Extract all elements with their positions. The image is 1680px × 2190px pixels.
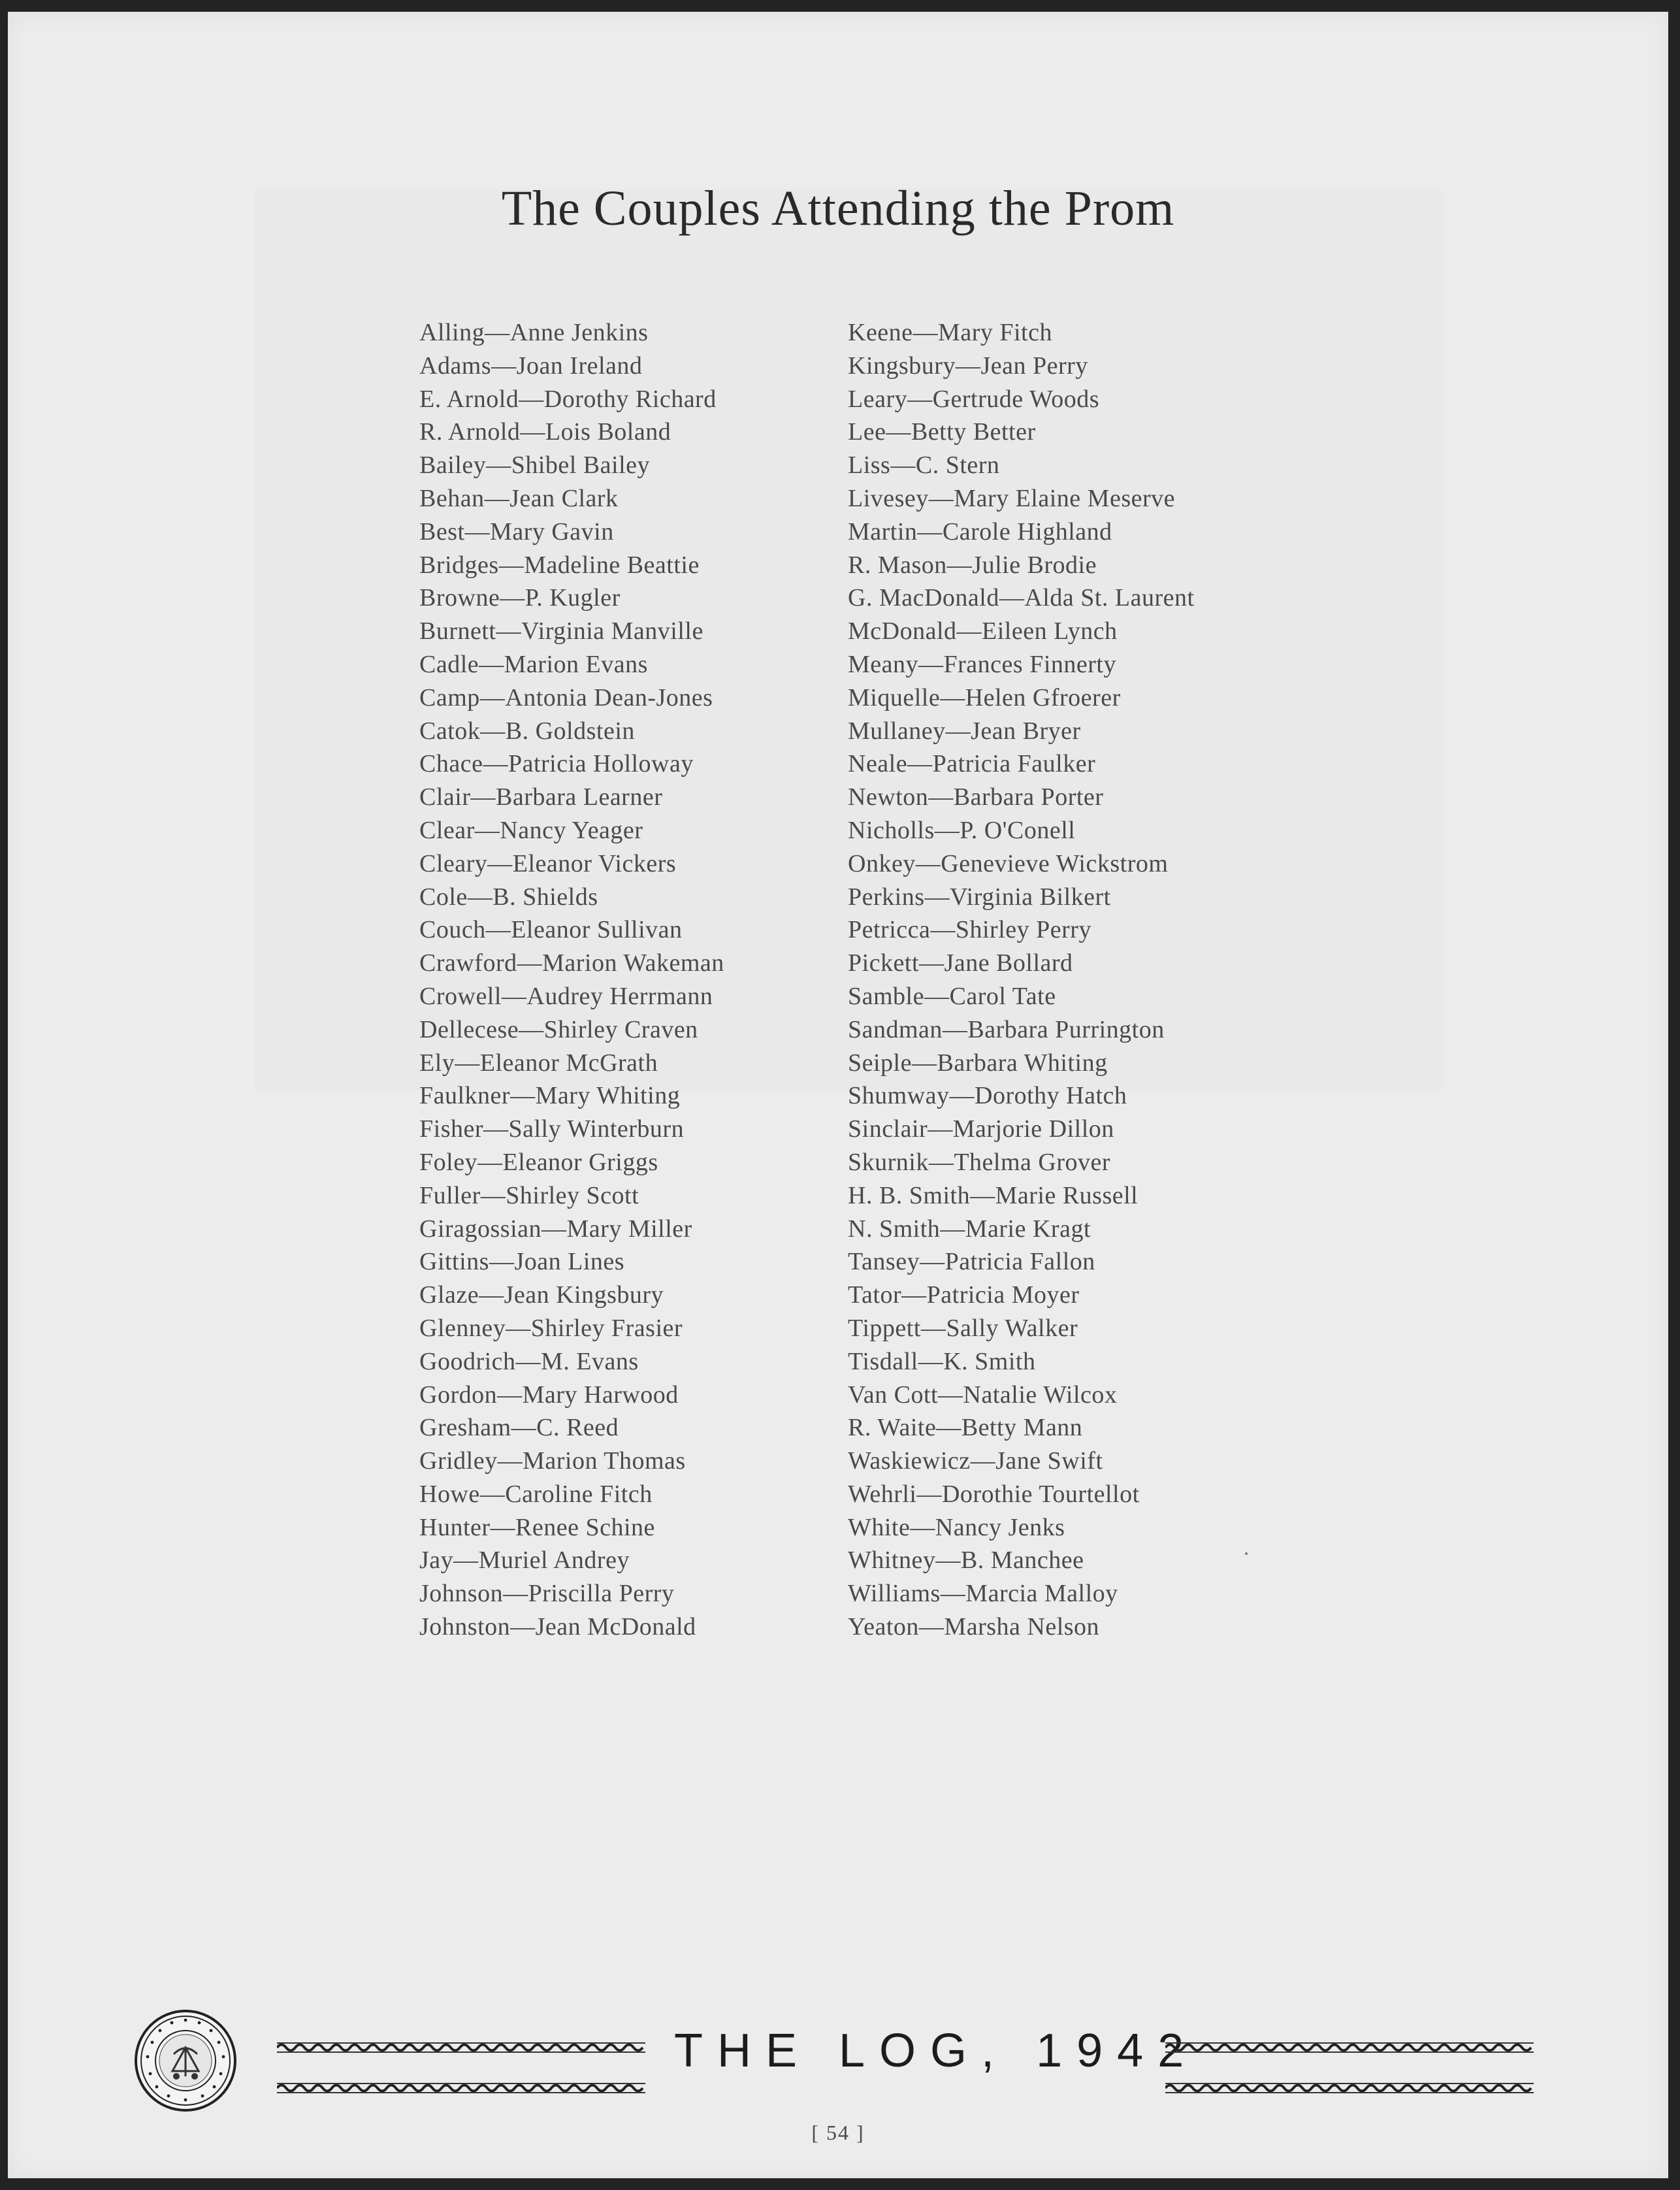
couple-entry: Gordon—Mary Harwood <box>419 1381 679 1409</box>
couple-entry: H. B. Smith—Marie Russell <box>848 1181 1139 1209</box>
couple-entry: Howe—Caroline Fitch <box>419 1480 653 1508</box>
couple-entry: Alling—Anne Jenkins <box>419 319 649 346</box>
couple-entry: N. Smith—Marie Kragt <box>848 1215 1091 1243</box>
couple-entry: Crowell—Audrey Herrmann <box>419 982 713 1010</box>
couple-entry: Fuller—Shirley Scott <box>419 1181 639 1209</box>
couple-entry: Williams—Marcia Malloy <box>848 1580 1118 1608</box>
couple-entry: Gridley—Marion Thomas <box>419 1447 686 1475</box>
couple-entry: Sinclair—Marjorie Dillon <box>848 1115 1114 1143</box>
couple-entry: Couch—Eleanor Sullivan <box>419 916 683 944</box>
couple-entry: R. Mason—Julie Brodie <box>848 551 1097 579</box>
couple-entry: Liss—C. Stern <box>848 451 1000 480</box>
couple-entry: Tansey—Patricia Fallon <box>848 1248 1095 1276</box>
couples-list-left <box>419 316 724 1644</box>
couple-entry: Pickett—Jane Bollard <box>848 949 1073 977</box>
couple-entry: Johnson—Priscilla Perry <box>419 1580 675 1608</box>
couple-entry: Lee—Betty Better <box>848 418 1036 446</box>
couple-entry: Bridges—Madeline Beattie <box>419 551 700 579</box>
couple-entry: Martin—Carole Highland <box>848 517 1112 546</box>
couple-entry: Livesey—Mary Elaine Meserve <box>848 484 1175 512</box>
couple-entry: White—Nancy Jenks <box>848 1513 1065 1541</box>
couple-entry: Neale—Patricia Faulker <box>848 750 1096 778</box>
couple-entry: Faulkner—Mary Whiting <box>419 1082 681 1110</box>
yearbook-page <box>8 12 1668 2178</box>
page-number: [ 54 ] <box>811 2121 865 2144</box>
couple-entry: Behan—Jean Clark <box>419 484 619 512</box>
couple-entry: Nicholls—P. O'Conell <box>848 816 1076 844</box>
academy-seal-icon <box>133 2008 238 2113</box>
couple-entry: Petricca—Shirley Perry <box>848 916 1091 944</box>
couple-entry: Glaze—Jean Kingsbury <box>419 1281 664 1309</box>
couples-list-right <box>848 316 1195 1644</box>
couple-entry: Waskiewicz—Jane Swift <box>848 1447 1103 1475</box>
couple-entry: Meany—Frances Finnerty <box>848 650 1116 678</box>
couple-entry: Perkins—Virginia Bilkert <box>848 883 1111 911</box>
couple-entry: Sandman—Barbara Purrington <box>848 1015 1165 1043</box>
page-title: The Couples Attending the Prom <box>501 181 1175 236</box>
couple-entry: Hunter—Renee Schine <box>419 1513 655 1541</box>
couple-entry: Ely—Eleanor McGrath <box>419 1049 658 1077</box>
couple-entry: Adams—Joan Ireland <box>419 351 643 380</box>
couple-entry: Cole—B. Shields <box>419 883 598 911</box>
couple-entry: G. MacDonald—Alda St. Laurent <box>848 584 1195 612</box>
couple-entry: Leary—Gertrude Woods <box>848 385 1100 413</box>
couple-entry: Yeaton—Marsha Nelson <box>848 1613 1100 1641</box>
couple-entry: Clear—Nancy Yeager <box>419 816 643 844</box>
couple-entry: Kingsbury—Jean Perry <box>848 351 1088 380</box>
couple-entry: Shumway—Dorothy Hatch <box>848 1082 1127 1110</box>
couple-entry: Browne—P. Kugler <box>419 584 621 612</box>
rope-ornament <box>277 2041 645 2054</box>
couple-entry: E. Arnold—Dorothy Richard <box>419 385 717 413</box>
couple-entry: Tippett—Sally Walker <box>848 1314 1078 1342</box>
couple-entry: Giragossian—Mary Miller <box>419 1215 692 1243</box>
couple-entry: Catok—B. Goldstein <box>419 717 635 745</box>
stray-mark <box>1245 1552 1248 1555</box>
couple-entry: Gresham—C. Reed <box>419 1414 619 1442</box>
couple-entry: Crawford—Marion Wakeman <box>419 949 724 977</box>
couple-entry: Burnett—Virginia Manville <box>419 617 703 646</box>
couple-entry: Tisdall—K. Smith <box>848 1347 1036 1375</box>
couple-entry: Onkey—Genevieve Wickstrom <box>848 849 1169 877</box>
couple-entry: Newton—Barbara Porter <box>848 783 1104 811</box>
couple-entry: Camp—Antonia Dean-Jones <box>419 683 713 711</box>
couple-entry: R. Waite—Betty Mann <box>848 1414 1083 1442</box>
couple-entry: Johnston—Jean McDonald <box>419 1613 696 1641</box>
couple-entry: Clair—Barbara Learner <box>419 783 663 811</box>
rope-ornament <box>277 2082 645 2095</box>
couple-entry: Tator—Patricia Moyer <box>848 1281 1080 1309</box>
couple-entry: Bailey—Shibel Bailey <box>419 451 651 480</box>
couple-entry: Jay—Muriel Andrey <box>419 1546 630 1575</box>
couple-entry: Goodrich—M. Evans <box>419 1347 639 1375</box>
couple-entry: Best—Mary Gavin <box>419 517 614 546</box>
publication-title: THE LOG, 1942 <box>674 2025 1199 2077</box>
couple-entry: Foley—Eleanor Griggs <box>419 1148 658 1176</box>
rope-ornament <box>1165 2082 1534 2095</box>
couple-entry: Dellecese—Shirley Craven <box>419 1015 698 1043</box>
couple-entry: Keene—Mary Fitch <box>848 319 1052 346</box>
couple-entry: Samble—Carol Tate <box>848 982 1056 1010</box>
couple-entry: Seiple—Barbara Whiting <box>848 1049 1108 1077</box>
couple-entry: Van Cott—Natalie Wilcox <box>848 1381 1118 1409</box>
couple-entry: Cleary—Eleanor Vickers <box>419 849 677 877</box>
couple-entry: Glenney—Shirley Frasier <box>419 1314 683 1342</box>
couple-entry: McDonald—Eileen Lynch <box>848 617 1118 646</box>
couple-entry: R. Arnold—Lois Boland <box>419 418 671 446</box>
couple-entry: Mullaney—Jean Bryer <box>848 717 1081 745</box>
couple-entry: Cadle—Marion Evans <box>419 650 648 678</box>
couple-entry: Chace—Patricia Holloway <box>419 750 694 778</box>
couple-entry: Whitney—B. Manchee <box>848 1546 1084 1575</box>
couple-entry: Fisher—Sally Winterburn <box>419 1115 685 1143</box>
rope-ornament <box>1165 2041 1534 2054</box>
couple-entry: Miquelle—Helen Gfroerer <box>848 683 1121 711</box>
couple-entry: Wehrli—Dorothie Tourtellot <box>848 1480 1140 1508</box>
couple-entry: Skurnik—Thelma Grover <box>848 1148 1111 1176</box>
couple-entry: Gittins—Joan Lines <box>419 1248 625 1276</box>
